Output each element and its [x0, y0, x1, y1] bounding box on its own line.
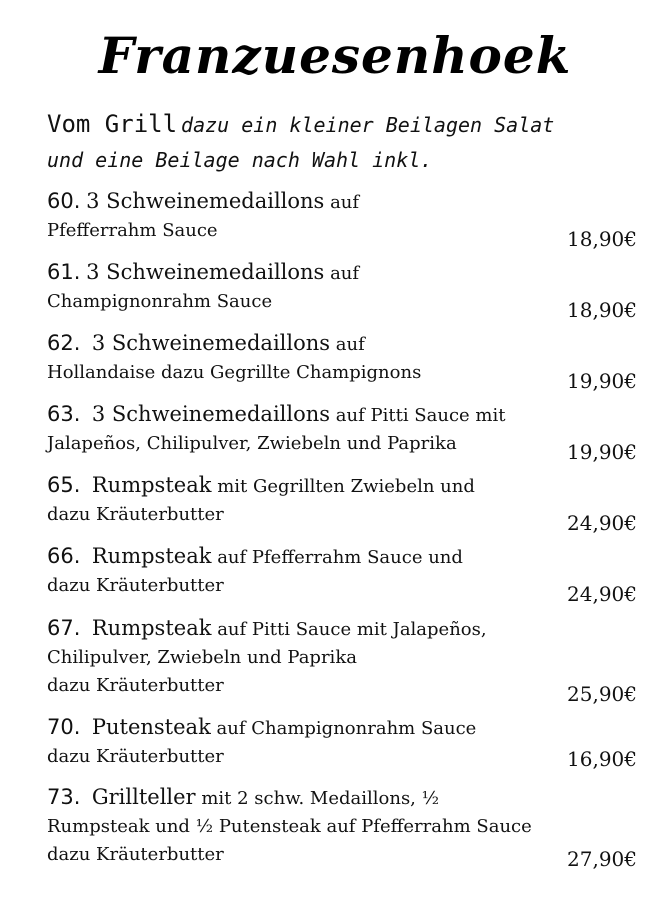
- item-name: Rumpsteak: [91, 616, 212, 640]
- item-desc: mit 2 schw. Medaillons, ½: [201, 788, 440, 809]
- item-desc: auf Pitti Sauce mit: [335, 405, 506, 426]
- item-number: 62.: [47, 331, 81, 355]
- item-desc: auf: [330, 192, 360, 213]
- item-desc-line3: dazu Kräuterbutter: [47, 844, 224, 865]
- section-desc-line1: dazu ein kleiner Beilagen Salat: [181, 113, 555, 137]
- menu-item: [47, 329, 637, 393]
- item-number: 67.: [47, 616, 81, 640]
- section-header: [47, 108, 647, 176]
- item-desc-line2: Hollandaise dazu Gegrillte Champignons: [47, 362, 422, 383]
- item-name: Putensteak: [91, 715, 211, 739]
- menu-item: [47, 258, 637, 322]
- item-desc: auf Pitti Sauce mit Jalapeños,: [217, 619, 487, 640]
- item-number: 65.: [47, 473, 81, 497]
- item-number: 73.: [47, 785, 81, 809]
- item-name: 3 Schweinemedaillons: [91, 402, 331, 426]
- item-desc-line2: Chilipulver, Zwiebeln und Paprika: [47, 647, 357, 668]
- item-price: 27,90€: [567, 847, 637, 871]
- item-name: Rumpsteak: [91, 544, 212, 568]
- item-desc-line2: Champignonrahm Sauce: [47, 291, 273, 312]
- menu-item: [47, 187, 637, 251]
- item-name: 3 Schweinemedaillons: [91, 331, 331, 355]
- item-desc-line2: Jalapeños, Chilipulver, Zwiebeln und Paprika: [47, 433, 457, 454]
- item-price: 25,90€: [567, 682, 637, 706]
- section-desc-line2: und eine Beilage nach Wahl inkl.: [47, 148, 433, 172]
- item-price: 19,90€: [567, 369, 637, 393]
- item-desc-line2: dazu Kräuterbutter: [47, 746, 224, 767]
- item-desc-line2: Pfefferrahm Sauce: [47, 220, 218, 241]
- menu-item: [47, 713, 637, 771]
- item-name: Rumpsteak: [91, 473, 212, 497]
- menu-item: [47, 783, 637, 869]
- item-price: 18,90€: [567, 298, 637, 322]
- item-desc: auf Champignonrahm Sauce: [216, 718, 477, 739]
- menu-item: [47, 614, 637, 706]
- item-desc: auf Pfefferrahm Sauce und: [217, 547, 463, 568]
- item-desc-line2: dazu Kräuterbutter: [47, 504, 224, 525]
- restaurant-title: Franzuesenhoek: [98, 26, 572, 85]
- menu-item: [47, 542, 637, 606]
- item-number: 70.: [47, 715, 81, 739]
- item-number: 60.: [47, 189, 81, 213]
- item-desc-line2: dazu Kräuterbutter: [47, 575, 224, 596]
- item-price: 24,90€: [567, 582, 637, 606]
- item-name: 3 Schweinemedaillons: [86, 260, 325, 284]
- item-number: 61.: [47, 260, 81, 284]
- item-number: 63.: [47, 402, 81, 426]
- item-desc-line3: dazu Kräuterbutter: [47, 675, 224, 696]
- item-price: 24,90€: [567, 511, 637, 535]
- section-name: Vom Grill: [47, 110, 178, 138]
- menu-item: [47, 471, 637, 535]
- item-desc: mit Gegrillten Zwiebeln und: [217, 476, 475, 497]
- item-desc: auf: [330, 263, 360, 284]
- item-desc: auf: [335, 334, 365, 355]
- item-desc-line2: Rumpsteak und ½ Putensteak auf Pfefferrahm Sauce: [47, 816, 532, 837]
- item-name: 3 Schweinemedaillons: [86, 189, 325, 213]
- menu-item: [47, 400, 637, 464]
- item-name: Grillteller: [91, 785, 196, 809]
- item-price: 19,90€: [567, 440, 637, 464]
- item-price: 18,90€: [567, 227, 637, 251]
- item-number: 66.: [47, 544, 81, 568]
- item-price: 16,90€: [567, 747, 637, 771]
